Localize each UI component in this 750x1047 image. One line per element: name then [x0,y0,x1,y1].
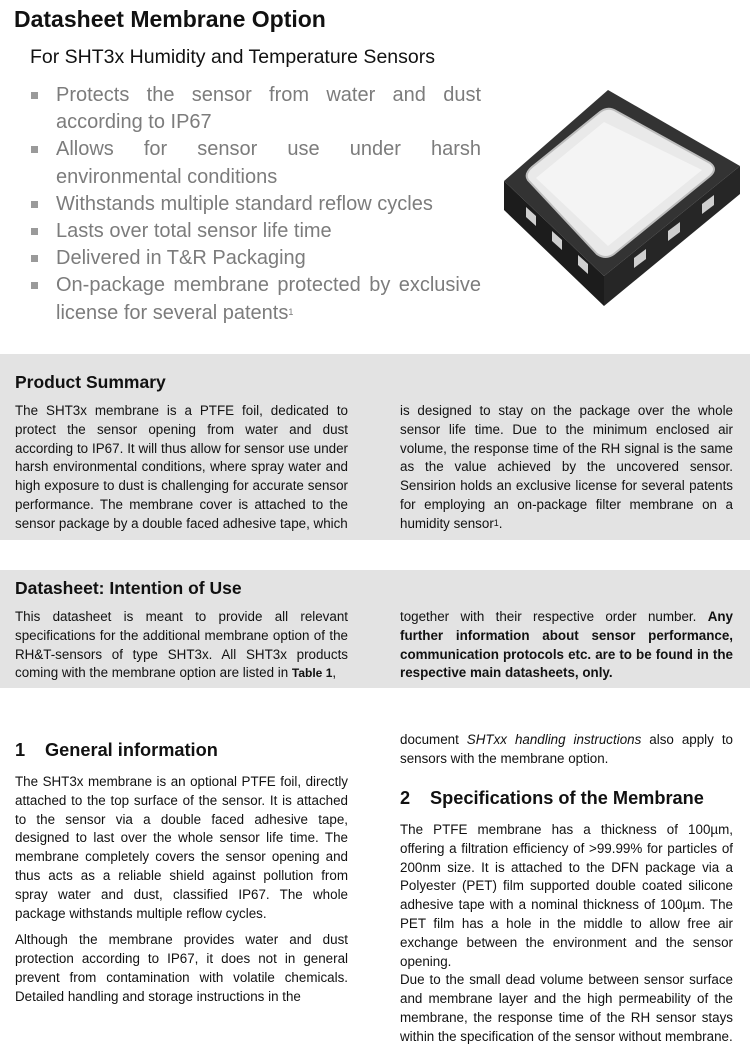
bullet-icon [31,282,38,289]
feature-item: Lasts over total sensor life time [30,218,481,245]
section-1-body: The SHT3x membrane is an optional PTFE foil, directly attached to the top surface of the sensor. It is attached to the sensor via a double faced adhesive tape, designed to last over the whole sensor life time. The membrane completely covers the sensor opening and thus acts as a reliable shield against pollution from spray water and dust, classified IP67. The whole package withstands multiple reflow cycles. Although the membrane provides water and dust protection according to IP67, it does not in general prevent from contamination with volatile chemicals. Detailed handling and storage instructions in the [15,774,348,1004]
section-1-heading: 1 General information [15,740,218,760]
feature-item: Withstands multiple standard reflow cycles [30,191,481,218]
footnote-marker: 1 [288,306,294,317]
footnote-marker: 1 [493,517,499,528]
sensor-chip-illustration [496,86,746,311]
intention-of-use-box [0,570,750,688]
table-reference: Table 1 [291,666,333,681]
product-summary-box [0,354,750,540]
product-summary-left: The SHT3x membrane is a PTFE foil, dedicated to protect the sensor opening from water and dust according to IP67. It will thus allow for sensor use under harsh environmental conditions, where spray water and high exposure to dust is challenging for accurate sensor performance. The membrane cover is attached to the sensor package by a double faced adhesive tape, which [15,403,348,531]
page-subtitle: For SHT3x Humidity and Temperature Sensors [30,46,435,68]
bullet-icon [31,201,38,208]
feature-item: Allows for sensor use under harsh environmental conditions [30,136,481,190]
feature-item: On-package membrane protected by exclusive license for several patents$^1$ [30,272,481,326]
intention-left: This datasheet is meant to provide all relevant specifications for the additional membrane option of the RH&T-sensors of type SHT3x. All SHT3x products coming with the membrane option are listed in Table 1, [15,609,348,681]
page-title: Datasheet Membrane Option [14,6,326,32]
intention-heading: Datasheet: Intention of Use [15,578,242,598]
product-summary-right: is designed to stay on the package over the whole sensor life time. Due to the minimum enclosed air volume, the response time of the RH signal is the same as the value achieved by the uncovered sensor. Sensirion holds an exclusive license for several patents for employing an on-package filter membrane on a humidity sensor$^1$. [400,403,733,531]
section-1-continued: document SHTxx handling instructions also apply to sensors with the membrane option. [400,732,733,766]
bullet-icon [31,146,38,153]
section-2-heading: 2 Specifications of the Membrane [400,788,704,808]
bullet-icon [31,228,38,235]
bullet-icon [31,92,38,99]
product-summary-heading: Product Summary [15,372,166,392]
intention-right: together with their respective order number. Any further information about sensor performance, communication protocols etc. are to be found in the respective main datasheets, only. [400,609,733,681]
feature-list [30,82,481,327]
feature-item: Protects the sensor from water and dust according to IP67 [30,82,481,136]
section-2-body: The PTFE membrane has a thickness of 100µm, offering a filtration efficiency of >99.99% for particles of 200nm size. It is attached to the DFN package via a Polyester (PET) film supported double coated silicone adhesive tape with a nominal thickness of 100µm. The PET film has a hole in the middle to allow free air exchange between the environment and the sensor opening. Due to the small dead volume between sensor surface and membrane layer and the high permeability of the membrane, the response time of the RH sensor stays within the specification of the sensor without membrane. [400,822,733,1044]
bullet-icon [31,255,38,262]
feature-item: Delivered in T&R Packaging [30,245,481,272]
